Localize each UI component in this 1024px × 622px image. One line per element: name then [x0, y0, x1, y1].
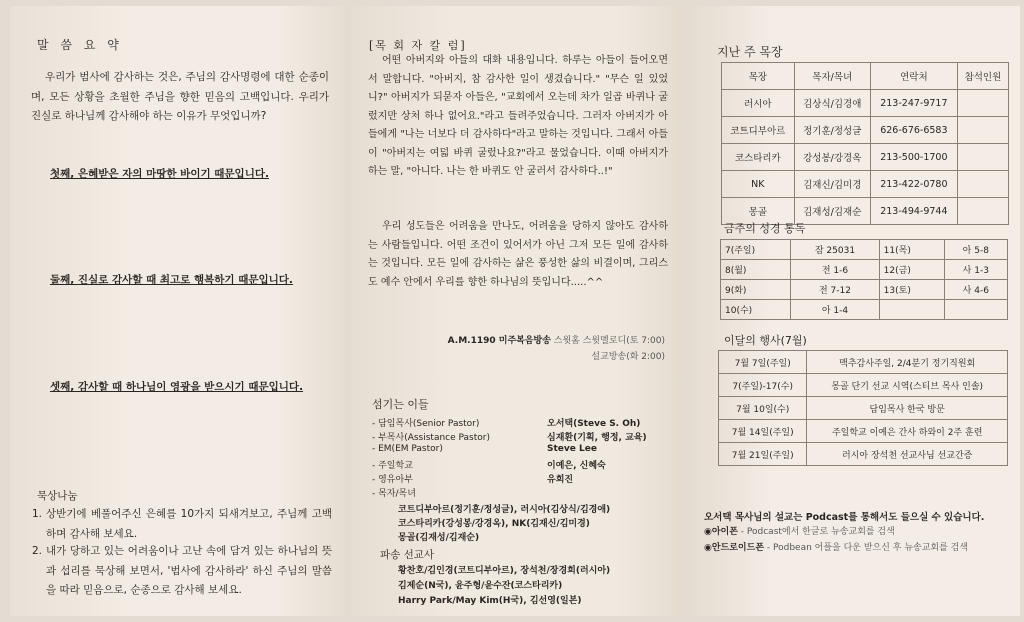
android-instruction [704, 540, 968, 553]
shepherds-line-1: 코트디부아르(정기훈/정성글), 러시아(김상식/김경애) [398, 505, 611, 515]
point-one: 첫째, 은혜받은 자의 마땅한 바이기 때문입니다. [50, 168, 269, 180]
missionaries-line-1: 황찬호/김인경(코트디부아르), 장석천/장경희(러시아) [398, 566, 611, 576]
table-cell: 12(금) [879, 260, 944, 280]
reflection-item-2: 2. 내가 당하고 있는 어려움이나 고난 속에 담겨 있는 하나님의 뜻과 섭리를 묵상해 보면서, '범사에 감사하라' 하신 주님의 말씀을 따라 믿음으로, 순종으로 감사해 보세요. [32, 542, 332, 601]
android-label: ◉안드로이드폰 [704, 543, 765, 553]
table-cell [957, 198, 1008, 225]
staff-label: - 목자/목녀 [372, 489, 416, 499]
table-cell: 10(수) [721, 300, 791, 320]
reading-table [720, 239, 1008, 320]
table-cell: 담임목사 한국 방문 [807, 397, 1008, 420]
reflection-item-1: 1. 상반기에 베풀어주신 은혜를 10가지 되새겨보고, 주님께 고백하며 감사해 보세요. [32, 505, 332, 544]
table-cell: 213-247-9717 [870, 90, 957, 117]
missionary-title: 파송 선교사 [380, 549, 435, 561]
table-cell: 8(월) [721, 260, 791, 280]
table-cell: 7월 10일(수) [719, 397, 807, 420]
table-cell: 강성봉/강경옥 [794, 144, 870, 171]
events-title: 이달의 행사(7월) [724, 334, 807, 347]
iphone-instruction [704, 524, 895, 537]
staff-label: - 부목사(Assistance Pastor) [372, 433, 490, 443]
shepherds-line-3: 몽골(김재성/김재순) [398, 533, 480, 543]
table-row [719, 374, 1008, 397]
table-cell: 사 4-6 [944, 280, 1007, 300]
table-cell: 몽골 단기 선교 시역(스티브 목사 인솔) [807, 374, 1008, 397]
table-cell: 러시아 장석천 선교사님 선교간증 [807, 443, 1008, 466]
table-cell [957, 144, 1008, 171]
missionaries-line-2: 김제순(N국), 윤주형/윤수잔(코스타리카) [398, 581, 563, 591]
broadcast-program: 스윗홈 스윗멜로디(토 7:00) [553, 336, 665, 346]
table-cell: 잠 25031 [791, 240, 879, 260]
broadcast-line-1 [448, 333, 665, 346]
sermon-summary-panel [10, 6, 345, 616]
table-cell [957, 171, 1008, 198]
table-cell: 김상식/김경애 [794, 90, 870, 117]
shepherds-line-2: 코스타리카(강성봉/강경옥), NK(김재신/김미경) [398, 519, 590, 529]
table-cell: 아 1-4 [791, 300, 879, 320]
table-header: 연락처 [870, 63, 957, 90]
table-cell: 코스타리카 [722, 144, 795, 171]
column-title: [목 회 자 칼 럼] [369, 39, 467, 52]
table-header: 참석인원 [957, 63, 1008, 90]
table-header: 목장 [722, 63, 795, 90]
table-row [719, 443, 1008, 466]
broadcast-station: A.M.1190 미주복음방송 [447, 336, 551, 346]
table-row [721, 280, 1008, 300]
pastor-column-panel [350, 6, 685, 616]
table-row [722, 117, 1009, 144]
table-cell [944, 300, 1007, 320]
podcast-note: 오서택 목사님의 설교는 Podcast를 통해서도 들으실 수 있습니다. [704, 512, 985, 523]
staff-label: - 담임목사(Senior Pastor) [372, 419, 480, 429]
table-cell: 몽골 [722, 198, 795, 225]
column-paragraph-1: 어떤 아버지와 아들의 대화 내용입니다. 하루는 아들이 들어오면서 말합니다. "아버지, 참 감사한 일이 생겼습니다." "무슨 일 있었니?" 아버지가 되묻자 아들은, "교회에서 오는데 차가 일곱 바퀴나 굴렀지만 상처 하나 없어요."라고 들려주었습니다. 그러자 아버지가 아들에게 "나는 너보다 더 감사하다"라고 말하는 것입니다. 그래서 아들이 "아버지는 여덟 바퀴 굴렀나요?"라고 물었습니다. 이때 아버지가 하는 말, "아니다. 나는 한 바퀴도 안 굴러서 감사하다..!" [368, 55, 668, 177]
table-cell: 전 7-12 [791, 280, 879, 300]
table-cell: 7월 7일(주일) [719, 351, 807, 374]
staff-label: - EM(EM Pastor) [372, 444, 443, 454]
table-cell: NK [722, 171, 795, 198]
table-cell: 213-500-1700 [870, 144, 957, 171]
table-row [722, 144, 1009, 171]
table-cell [957, 117, 1008, 144]
android-text: - Podbean 어플을 다운 받으신 후 뉴송교회를 검색 [764, 543, 969, 553]
table-row [721, 240, 1008, 260]
staff-value: 오서택(Steve S. Oh) [547, 419, 641, 429]
table-cell: 사 1-3 [944, 260, 1007, 280]
table-row [719, 420, 1008, 443]
table-cell: 213-422-0780 [870, 171, 957, 198]
table-cell: 9(화) [721, 280, 791, 300]
table-cell: 코트디부아르 [722, 117, 795, 144]
missionaries-line-3: Harry Park/May Kim(H국), 김선영(일본) [398, 596, 582, 606]
table-row [719, 351, 1008, 374]
table-cell: 아 5-8 [944, 240, 1007, 260]
staff-label: - 주일학교 [372, 461, 413, 471]
table-cell: 7월 14일(주일) [719, 420, 807, 443]
table-cell: 전 1-6 [791, 260, 879, 280]
table-cell: 맥추감사주일, 2/4분기 정기직원회 [807, 351, 1008, 374]
meeting-table [721, 62, 1009, 225]
sermon-summary-title: 말 씀 요 약 [37, 38, 123, 52]
meeting-header-row [722, 63, 1009, 90]
table-cell: 주일학교 이예은 간사 하와이 2주 훈련 [807, 420, 1008, 443]
column-paragraph-2: 우리 성도들은 어려움을 만나도, 어려움을 당하지 않아도 감사하는 사람들입니다. 어떤 조건이 있어서가 아닌 그저 모든 일에 감사하는 것입니다. 모든 일에 감사하는 삶은 풍성한 삶의 비결이며, 그리스도 예수 안에서 우리를 향한 하나님의 뜻입니다.....^^ [368, 221, 668, 288]
staff-value: Steve Lee [547, 444, 597, 454]
table-cell: 11(목) [879, 240, 944, 260]
table-cell: 정기훈/정성글 [794, 117, 870, 144]
table-row [722, 171, 1009, 198]
meeting-title: 지난 주 목장 [717, 45, 783, 59]
reflection-text-2: 내가 당하고 있는 어려움이나 고난 속에 담겨 있는 하나님의 뜻과 섭리를 묵상해 보면서, '범사에 감사하라' 하신 주님의 말씀을 따라 믿음으로, 순종으로 감사해 보세요. [46, 545, 332, 596]
table-row [719, 397, 1008, 420]
reflection-title: 묵상나눔 [37, 490, 78, 502]
serve-title: 섬기는 이들 [372, 398, 429, 411]
broadcast-line-2: 설교방송(화 2:00) [591, 352, 665, 362]
reflection-text-1: 상반기에 베풀어주신 은혜를 10가지 되새겨보고, 주님께 고백하며 감사해 보세요. [46, 508, 332, 540]
table-cell: 김재신/김미경 [794, 171, 870, 198]
table-cell: 7(주일) [721, 240, 791, 260]
table-cell: 626-676-6583 [870, 117, 957, 144]
table-cell: 7월 21일(주일) [719, 443, 807, 466]
table-cell: 7(주일)-17(수) [719, 374, 807, 397]
staff-value: 유희진 [547, 475, 574, 485]
staff-value: 심재환(기획, 행정, 교육) [547, 433, 647, 443]
reading-title: 금주의 성경 통독 [724, 222, 806, 235]
staff-label: - 영유아부 [372, 475, 413, 485]
staff-value: 이예은, 신혜숙 [547, 461, 606, 471]
table-row [721, 260, 1008, 280]
sermon-intro: 우리가 범사에 감사하는 것은, 주님의 감사명령에 대한 순종이며, 모든 상황을 초월한 주님을 향한 믿음의 고백입니다. 우리가 진실로 하나님께 감사해야 하는 이유가 무엇입니까? [31, 71, 329, 122]
church-info-panel [690, 6, 1020, 616]
table-cell: 김재성/김재순 [794, 198, 870, 225]
table-cell [879, 300, 944, 320]
table-row [721, 300, 1008, 320]
table-cell: 213-494-9744 [870, 198, 957, 225]
table-row [722, 90, 1009, 117]
iphone-text: - Podcast에서 한글로 뉴송교회를 검색 [737, 527, 895, 537]
table-cell [957, 90, 1008, 117]
point-three: 셋째, 감사할 때 하나님이 영광을 받으시기 때문입니다. [50, 381, 304, 393]
iphone-label: ◉아이폰 [704, 527, 738, 537]
table-header: 목자/목녀 [794, 63, 870, 90]
point-two: 둘째, 진실로 감사할 때 최고로 행복하기 때문입니다. [50, 274, 293, 286]
table-cell: 러시아 [722, 90, 795, 117]
events-table [718, 350, 1008, 466]
table-cell: 13(토) [879, 280, 944, 300]
